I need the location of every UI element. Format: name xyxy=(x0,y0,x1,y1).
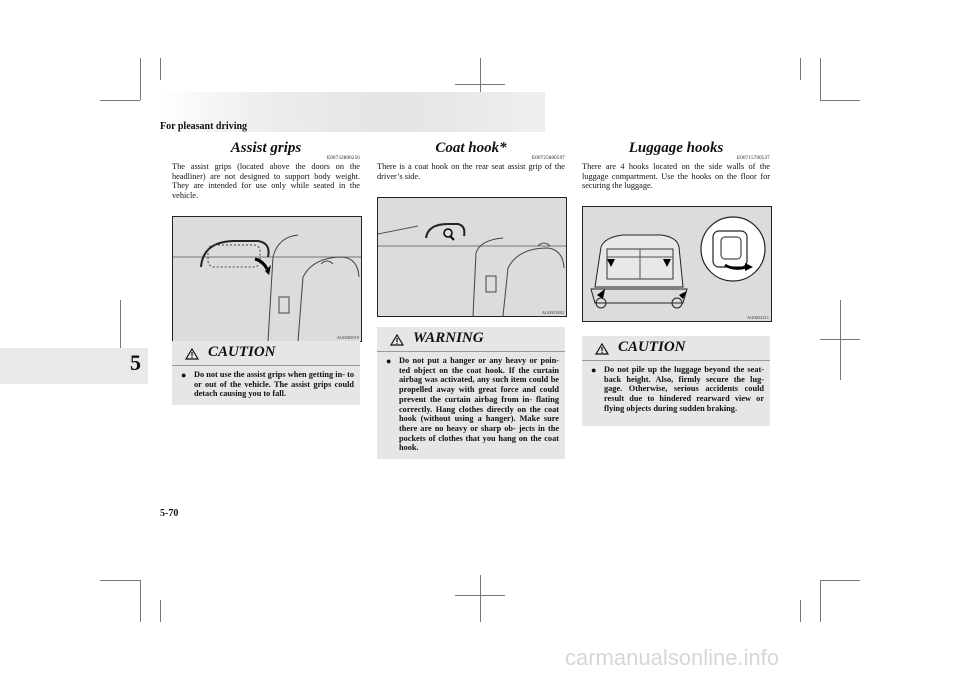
crop-mark xyxy=(455,84,505,85)
luggage-hooks-section xyxy=(582,140,770,191)
caution-text: Do not use the assist grips when getting in- to or out of the vehicle. The assist grips could detach causing you to fall. xyxy=(194,370,354,399)
crop-mark xyxy=(820,339,860,340)
section-label: For pleasant driving xyxy=(160,121,248,132)
crop-mark xyxy=(820,100,860,101)
section-code: E00725600597 xyxy=(532,156,565,161)
caution-header xyxy=(172,341,360,366)
chapter-number: 5 xyxy=(130,350,141,375)
caution-title: CAUTION xyxy=(618,339,686,355)
crop-mark xyxy=(820,580,860,581)
caution-title: CAUTION xyxy=(208,344,276,360)
section-body: The assist grips (located above the doors on the headliner) are not designed to support body weight. They are intended for use only while seated in the vehicle. xyxy=(172,162,360,200)
coat-hook-section xyxy=(377,140,565,181)
crop-mark xyxy=(160,58,161,80)
caution-box xyxy=(582,336,770,426)
section-code: E00732800256 xyxy=(327,156,360,161)
crop-mark xyxy=(100,580,140,581)
warning-triangle-icon xyxy=(595,343,609,355)
warning-header xyxy=(377,327,565,352)
watermark: carmanualsonline.info xyxy=(565,645,780,670)
caution-text: Do not pile up the luggage beyond the seat- back height. Also, firmly secure the lug- gage. Otherwise, serious accidents could result due to hindered rearward view or flying objects during sudden braking. xyxy=(604,365,764,413)
section-code: E00715700537 xyxy=(737,156,770,161)
crop-mark xyxy=(100,100,140,101)
crop-mark xyxy=(140,580,141,622)
bullet-icon: ● xyxy=(181,370,187,380)
bullet-icon: ● xyxy=(386,356,392,366)
crop-mark xyxy=(840,300,841,380)
caution-header xyxy=(582,336,770,361)
caution-box xyxy=(172,341,360,405)
bullet-icon: ● xyxy=(591,365,597,375)
warning-text: Do not put a hanger or any heavy or poin- ted object on the coat hook. If the curtain airbag was activated, any such item could be propelled away with great force and could prevent the curtain airbag from in- flating correctly. Hang clothes directly on the coat hook (without using a hanger). Make sure there are no heavy or sharp ob- jects in the pockets of clothes that you hang on the coat hook. xyxy=(399,356,559,453)
warning-title: WARNING xyxy=(413,330,484,346)
crop-mark xyxy=(455,595,505,596)
crop-mark xyxy=(800,600,801,622)
crop-mark xyxy=(820,580,821,622)
luggage-hooks-illustration xyxy=(582,206,772,322)
figure-id: AG0022211 xyxy=(746,315,769,320)
coat-hook-illustration xyxy=(377,197,567,317)
figure-id: AG0021882 xyxy=(541,310,564,315)
assist-grips-section xyxy=(172,140,360,200)
page-number: 5-70 xyxy=(160,508,179,519)
crop-mark xyxy=(480,575,481,622)
crop-mark xyxy=(820,58,821,100)
caution-item xyxy=(582,361,770,418)
crop-mark xyxy=(140,58,141,100)
section-title: Luggage hooks xyxy=(628,140,724,156)
section-title: Coat hook* xyxy=(435,140,507,156)
assist-grip-illustration xyxy=(172,216,362,342)
figure-id: AG0002019 xyxy=(336,335,359,340)
luggage-compartment-drawing xyxy=(583,207,771,321)
crop-mark xyxy=(160,600,161,622)
assist-grip-drawing xyxy=(173,217,361,341)
warning-item xyxy=(377,352,565,457)
warning-triangle-icon xyxy=(185,348,199,360)
caution-item xyxy=(172,366,360,403)
section-body: There are 4 hooks located on the side walls of the luggage compartment. Use the hooks on the floor for securing the luggage. xyxy=(582,162,770,191)
crop-mark xyxy=(800,58,801,80)
section-title: Assist grips xyxy=(230,140,302,156)
warning-triangle-icon xyxy=(390,334,404,346)
chapter-tab xyxy=(0,348,148,384)
coat-hook-drawing xyxy=(378,198,566,316)
warning-box xyxy=(377,327,565,459)
section-body: There is a coat hook on the rear seat assist grip of the driver’s side. xyxy=(377,162,565,181)
